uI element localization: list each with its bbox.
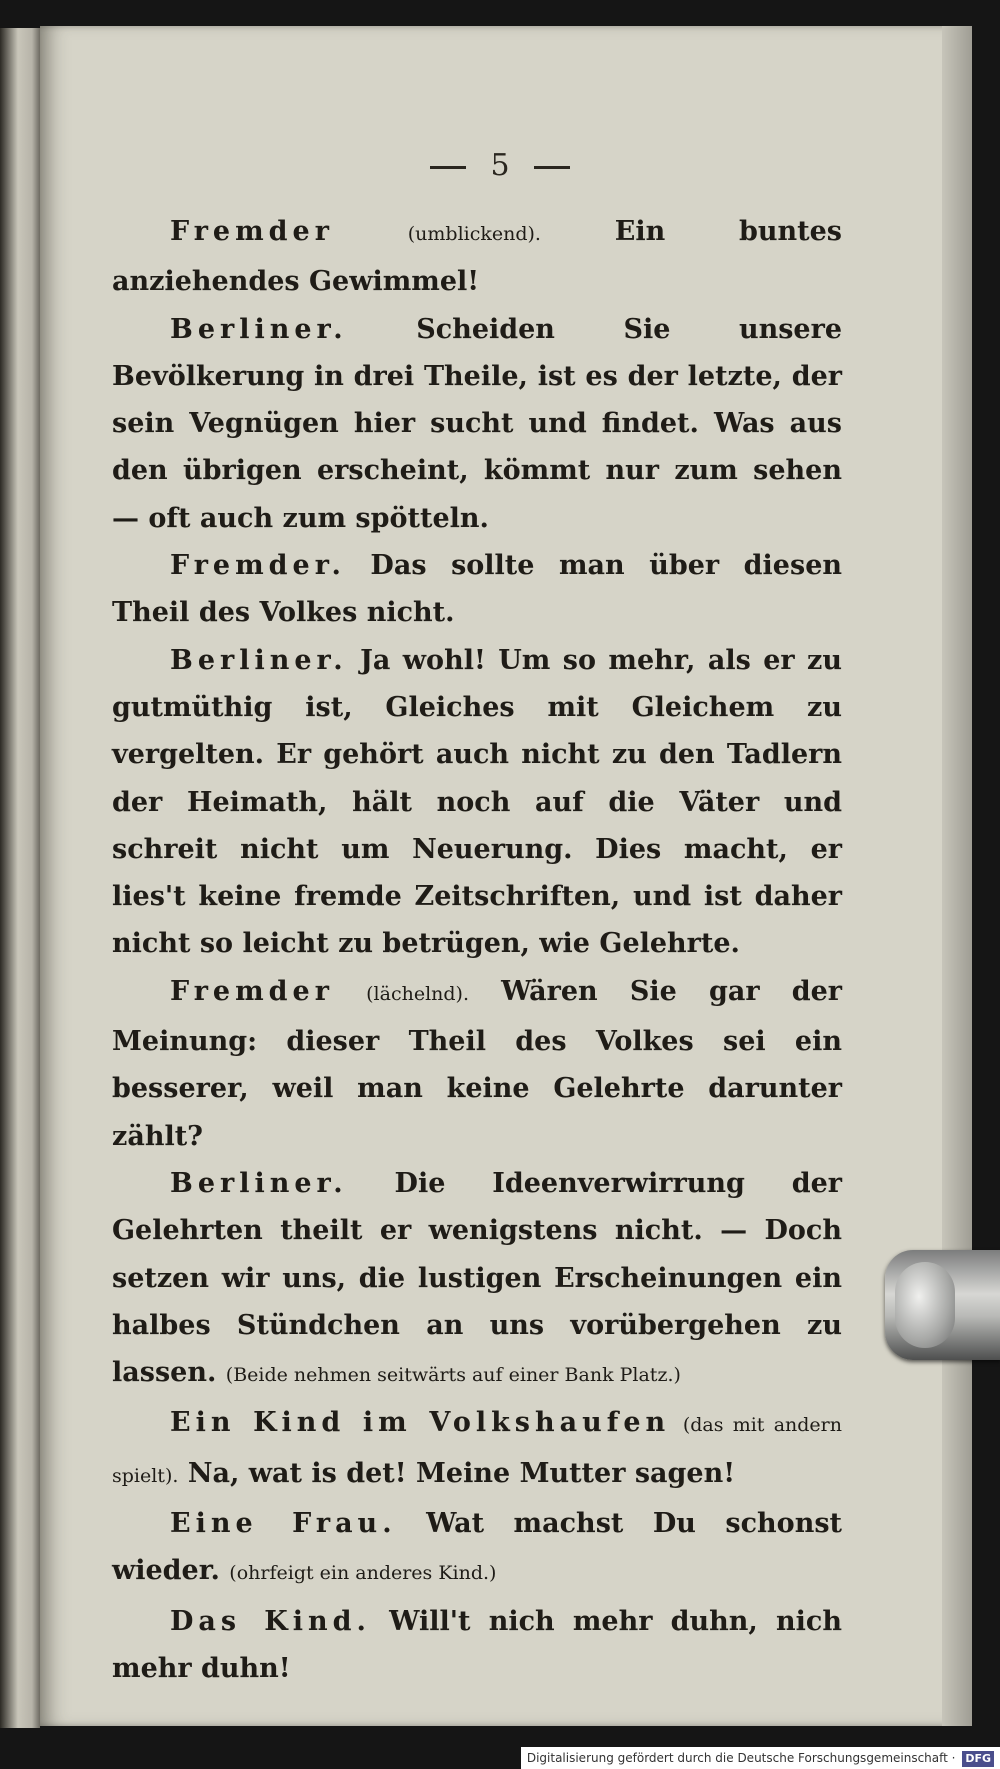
page-text bbox=[112, 208, 842, 1692]
dialogue-paragraph bbox=[112, 1399, 842, 1500]
digitization-credit: Digitalisierung gefördert durch die Deutsche Forschungsgemeinschaft · DFG bbox=[521, 1747, 1000, 1769]
speaker-name: Berliner. bbox=[170, 313, 348, 345]
speaker-name: Berliner. bbox=[170, 644, 348, 676]
dialogue-paragraph bbox=[112, 637, 842, 968]
book-clamp-knob bbox=[895, 1262, 955, 1348]
folio-dash-right bbox=[534, 166, 570, 169]
speaker-name: Eine Frau. bbox=[170, 1508, 397, 1540]
dialogue-text: Ein buntes anziehendes Gewimmel! bbox=[112, 216, 842, 298]
dialogue-paragraph bbox=[112, 1160, 842, 1399]
dialogue-paragraph bbox=[112, 1598, 842, 1693]
dialogue-paragraph bbox=[112, 208, 842, 306]
stage-direction: (umblickend). bbox=[407, 223, 541, 245]
dialogue-text: Ja wohl! Um so mehr, als er zu gutmüthig ist, Gleiches mit Gleichem zu vergelten. Er gehört auch nicht zu den Tadlern der Heimath, hält noch auf die Väter und schreit nicht um Neuerung. Dies macht, er lies't keine fremde Zeitschriften, und ist daher nicht so leicht zu betrügen, wie Gelehrte. bbox=[112, 644, 842, 960]
speaker-name: Das Kind. bbox=[170, 1605, 371, 1637]
speaker-name: Fremder. bbox=[170, 550, 346, 582]
dialogue-paragraph bbox=[112, 306, 842, 542]
dialogue-paragraph bbox=[112, 968, 842, 1160]
dialogue-text: Die Ideenverwirrung der Gelehrten theilt er wenigstens nicht. — Doch setzen wir uns, die lustigen Erscheinungen ein halbes Stündchen an uns vorübergehen zu lassen. bbox=[112, 1167, 842, 1389]
dialogue-text: Wat machst Du schonst wieder. bbox=[112, 1508, 842, 1587]
speaker-name: Ein Kind im Volkshaufen bbox=[170, 1407, 671, 1439]
stage-direction: (das mit andern spielt). bbox=[112, 1414, 842, 1487]
dialogue-text: Scheiden Sie unsere Bevölkerung in drei Theile, ist es der letzte, der sein Vegnügen hier sucht und findet. Was aus den übrigen erscheint, kömmt nur zum sehen — oft auch zum spötteln. bbox=[112, 313, 842, 534]
stage-direction: (lächelnd). bbox=[366, 982, 469, 1005]
dialogue-paragraph bbox=[112, 542, 842, 637]
facing-page-edge bbox=[0, 28, 40, 1728]
stage-direction: (Beide nehmen seitwärts auf einer Bank Platz.) bbox=[225, 1364, 681, 1387]
stage-direction: (ohrfeigt ein anderes Kind.) bbox=[229, 1562, 497, 1585]
page-edge bbox=[942, 26, 972, 1726]
dialogue-paragraph bbox=[112, 1500, 842, 1598]
dialogue-text: Will't nich mehr duhn, nich mehr duhn! bbox=[112, 1605, 842, 1684]
speaker-name: Fremder bbox=[170, 216, 334, 247]
page-number-value: 5 bbox=[490, 148, 510, 183]
folio-dash-left bbox=[430, 166, 466, 169]
dfg-logo: DFG bbox=[962, 1751, 994, 1767]
dialogue-text: Das sollte man über diesen Theil des Volkes nicht. bbox=[112, 550, 842, 629]
dialogue-text: Wären Sie gar der Meinung: dieser Theil des Volkes sei ein besserer, weil man keine Gelehrte darunter zählt? bbox=[112, 975, 842, 1152]
page-number bbox=[0, 148, 1000, 183]
credit-text: Digitalisierung gefördert durch die Deutsche Forschungsgemeinschaft bbox=[526, 1751, 948, 1765]
dialogue-text: Na, wat is det! Meine Mutter sagen! bbox=[187, 1457, 736, 1489]
speaker-name: Fremder bbox=[170, 975, 334, 1007]
speaker-name: Berliner. bbox=[170, 1167, 348, 1199]
